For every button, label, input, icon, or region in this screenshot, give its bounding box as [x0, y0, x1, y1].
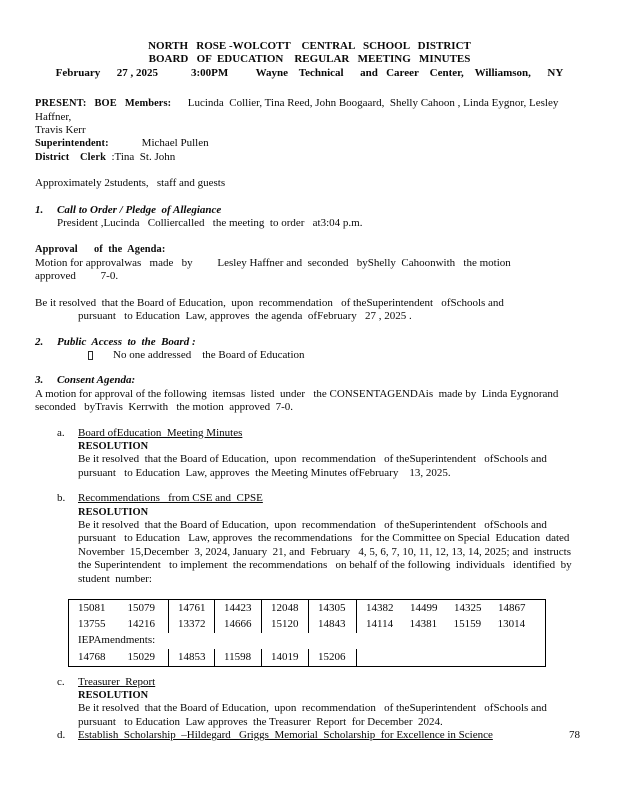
consent-item-a-heading [35, 427, 584, 440]
present-label: PRESENT: BOE Members: [35, 98, 172, 110]
box-bullet-icon [88, 351, 93, 360]
table-row [69, 600, 546, 617]
iep-amendments-row [69, 633, 546, 649]
consent-item-c-title: Treasurer Report [78, 675, 156, 688]
consent-item-c [35, 676, 584, 730]
table-cell [357, 649, 546, 666]
call-to-order-text: President ,Lucinda Colliercalled the meeting to order at3:04 p.m. [57, 217, 363, 230]
attendance-note: Approximately 2students, staff and guests [35, 177, 226, 190]
agenda-resolution-line-2: pursuant to Education Law, approves the agenda ofFebruary 27 , 2025 . [78, 310, 412, 323]
superintendent-label: Superintendent: [35, 138, 109, 150]
table-cell: 14666 [215, 616, 262, 632]
table-row [69, 649, 546, 666]
district-clerk-name: :Tina St. John [105, 150, 176, 163]
consent-item-a-resolution-label: RESOLUTION [78, 440, 149, 452]
table-cell: 15206 [309, 649, 357, 666]
table-cell: 14853 [169, 649, 215, 666]
consent-item-b-body-line-5: student number: [78, 572, 152, 585]
agenda-item-1-title: Call to Order / Pledge of Allegiance [57, 203, 222, 216]
consent-item-d [35, 729, 584, 742]
header-date-location-line: February 27 , 2025 3:00PM Wayne Technical and Career Center, Williamson, NY [55, 66, 564, 79]
agenda-item-2 [35, 336, 584, 363]
table-cell: 15120 [262, 616, 309, 632]
consent-item-d-title: Establish Scholarship –Hildegard Griggs Memorial Scholarship for Excellence in Science [78, 729, 493, 742]
present-line [35, 97, 584, 124]
consent-item-c-body-line-1: Be it resolved that the Board of Education, upon recommendation of theSuperintendent ofSchools and [78, 702, 547, 715]
consent-item-a-body-line-2: pursuant to Education Law, approves the Meeting Minutes ofFebruary 13, 2025. [78, 466, 451, 479]
table-cell: 14423 [215, 600, 262, 617]
table-row [69, 616, 546, 632]
table-cell: 14114 14381 15159 13014 [357, 616, 546, 632]
consent-item-b [35, 492, 584, 586]
consent-item-a [35, 427, 584, 481]
agenda-item-2-number: 2. [35, 335, 44, 348]
document-header [35, 40, 584, 80]
agenda-item-2-title: Public Access to the Board : [57, 335, 196, 348]
agenda-approval-motion-line-2: approved 7-0. [35, 270, 119, 283]
header-title-line-1: NORTH ROSE -WOLCOTT CENTRAL SCHOOL DISTRICT [148, 40, 471, 52]
agenda-item-3 [35, 374, 584, 414]
consent-item-c-resolution-label: RESOLUTION [78, 690, 149, 702]
consent-item-b-body-line-1: Be it resolved that the Board of Education, upon recommendation of theSuperintendent ofSchools and [78, 518, 547, 531]
table-cell: 14305 [309, 600, 357, 617]
consent-item-b-body-line-4: the Superintendent to implement the recommendations on behalf of the following individuals identified by [78, 559, 572, 572]
agenda-item-1-heading [35, 204, 584, 217]
consent-item-c-heading [35, 676, 584, 689]
agenda-approval-block [35, 243, 584, 283]
table-cell: 14843 [309, 616, 357, 632]
table-cell: 13372 [169, 616, 215, 632]
superintendent-line [35, 137, 584, 150]
district-clerk-label: District Clerk [35, 151, 106, 163]
consent-item-b-title: Recommendations from CSE and CPSE [78, 492, 263, 505]
boe-members-names-continued: Travis Kerr [35, 124, 86, 137]
consent-item-b-letter: b. [57, 492, 66, 505]
agenda-item-3-number: 3. [35, 374, 44, 387]
consent-agenda-motion-line-2: seconded byTravis Kerrwith the motion approved 7-0. [35, 401, 294, 414]
table-cell: 14768 15029 [78, 650, 155, 663]
superintendent-name: Michael Pullen [108, 137, 209, 150]
agenda-resolution-line-1: Be it resolved that the Board of Education, upon recommendation of theSuperintendent ofSchools and [35, 296, 504, 309]
boe-members-names: Lucinda Collier, Tina Reed, John Boogaard, Shelly Cahoon , Linda Eygnor, Lesley Haffner, [35, 97, 562, 123]
agenda-item-3-heading [35, 374, 584, 387]
table-cell: 14019 [262, 649, 309, 666]
attendees-block [35, 97, 584, 164]
consent-item-b-body-line-2: pursuant to Education Law, approves the recommendations for the Committee on Special Education dated [78, 532, 570, 545]
consent-agenda-motion-line-1: A motion for approval of the following itemsas listed under the CONSENTAGENDAis made by Linda Eygnorand [35, 387, 559, 400]
district-clerk-line [35, 151, 584, 164]
page-number: 78 [569, 729, 580, 741]
public-access-text: No one addressed the Board of Education [113, 348, 305, 361]
consent-item-a-body-line-1: Be it resolved that the Board of Education, upon recommendation of theSuperintendent ofSchools and [78, 453, 547, 466]
table-cell: 14382 14499 14325 14867 [357, 600, 546, 617]
agenda-item-2-heading [35, 336, 584, 349]
table-cell: 12048 [262, 600, 309, 617]
consent-item-a-title: Board ofEducation Meeting Minutes [78, 426, 243, 439]
table-cell: 14761 [169, 600, 215, 617]
consent-item-a-letter: a. [57, 426, 65, 439]
header-title-line-2: BOARD OF EDUCATION REGULAR MEETING MINUTES [148, 53, 471, 66]
consent-item-d-heading [35, 729, 584, 742]
consent-item-c-letter: c. [57, 675, 65, 688]
table-cell: 11598 [215, 649, 262, 666]
public-access-bullet-line [35, 349, 584, 362]
consent-item-c-body-line-2: pursuant to Education Law approves the Treasurer Report for December 2024. [78, 715, 443, 728]
agenda-item-3-title: Consent Agenda: [57, 374, 136, 387]
iep-amendments-label: IEPAmendments: [78, 634, 156, 647]
student-numbers-table [68, 599, 546, 667]
consent-item-d-letter: d. [57, 729, 66, 742]
consent-item-b-heading [35, 492, 584, 505]
table-cell: 13755 14216 [78, 617, 155, 630]
consent-item-b-resolution-label: RESOLUTION [78, 506, 149, 518]
agenda-item-1 [35, 204, 584, 231]
agenda-approval-motion-line-1: Motion for approvalwas made by Lesley Haffner and seconded byShelly Cahoonwith the motion [35, 256, 511, 269]
agenda-approval-heading: Approval of the Agenda: [35, 244, 166, 256]
consent-item-b-body-line-3: November 15,December 3, 2024, January 21, and February 4, 5, 6, 7, 10, 11, 12, 13, 14, 2025; and instructs [78, 545, 571, 558]
table-cell: 15081 15079 [78, 601, 155, 614]
agenda-item-1-number: 1. [35, 203, 44, 216]
agenda-resolution-paragraph [35, 297, 584, 324]
